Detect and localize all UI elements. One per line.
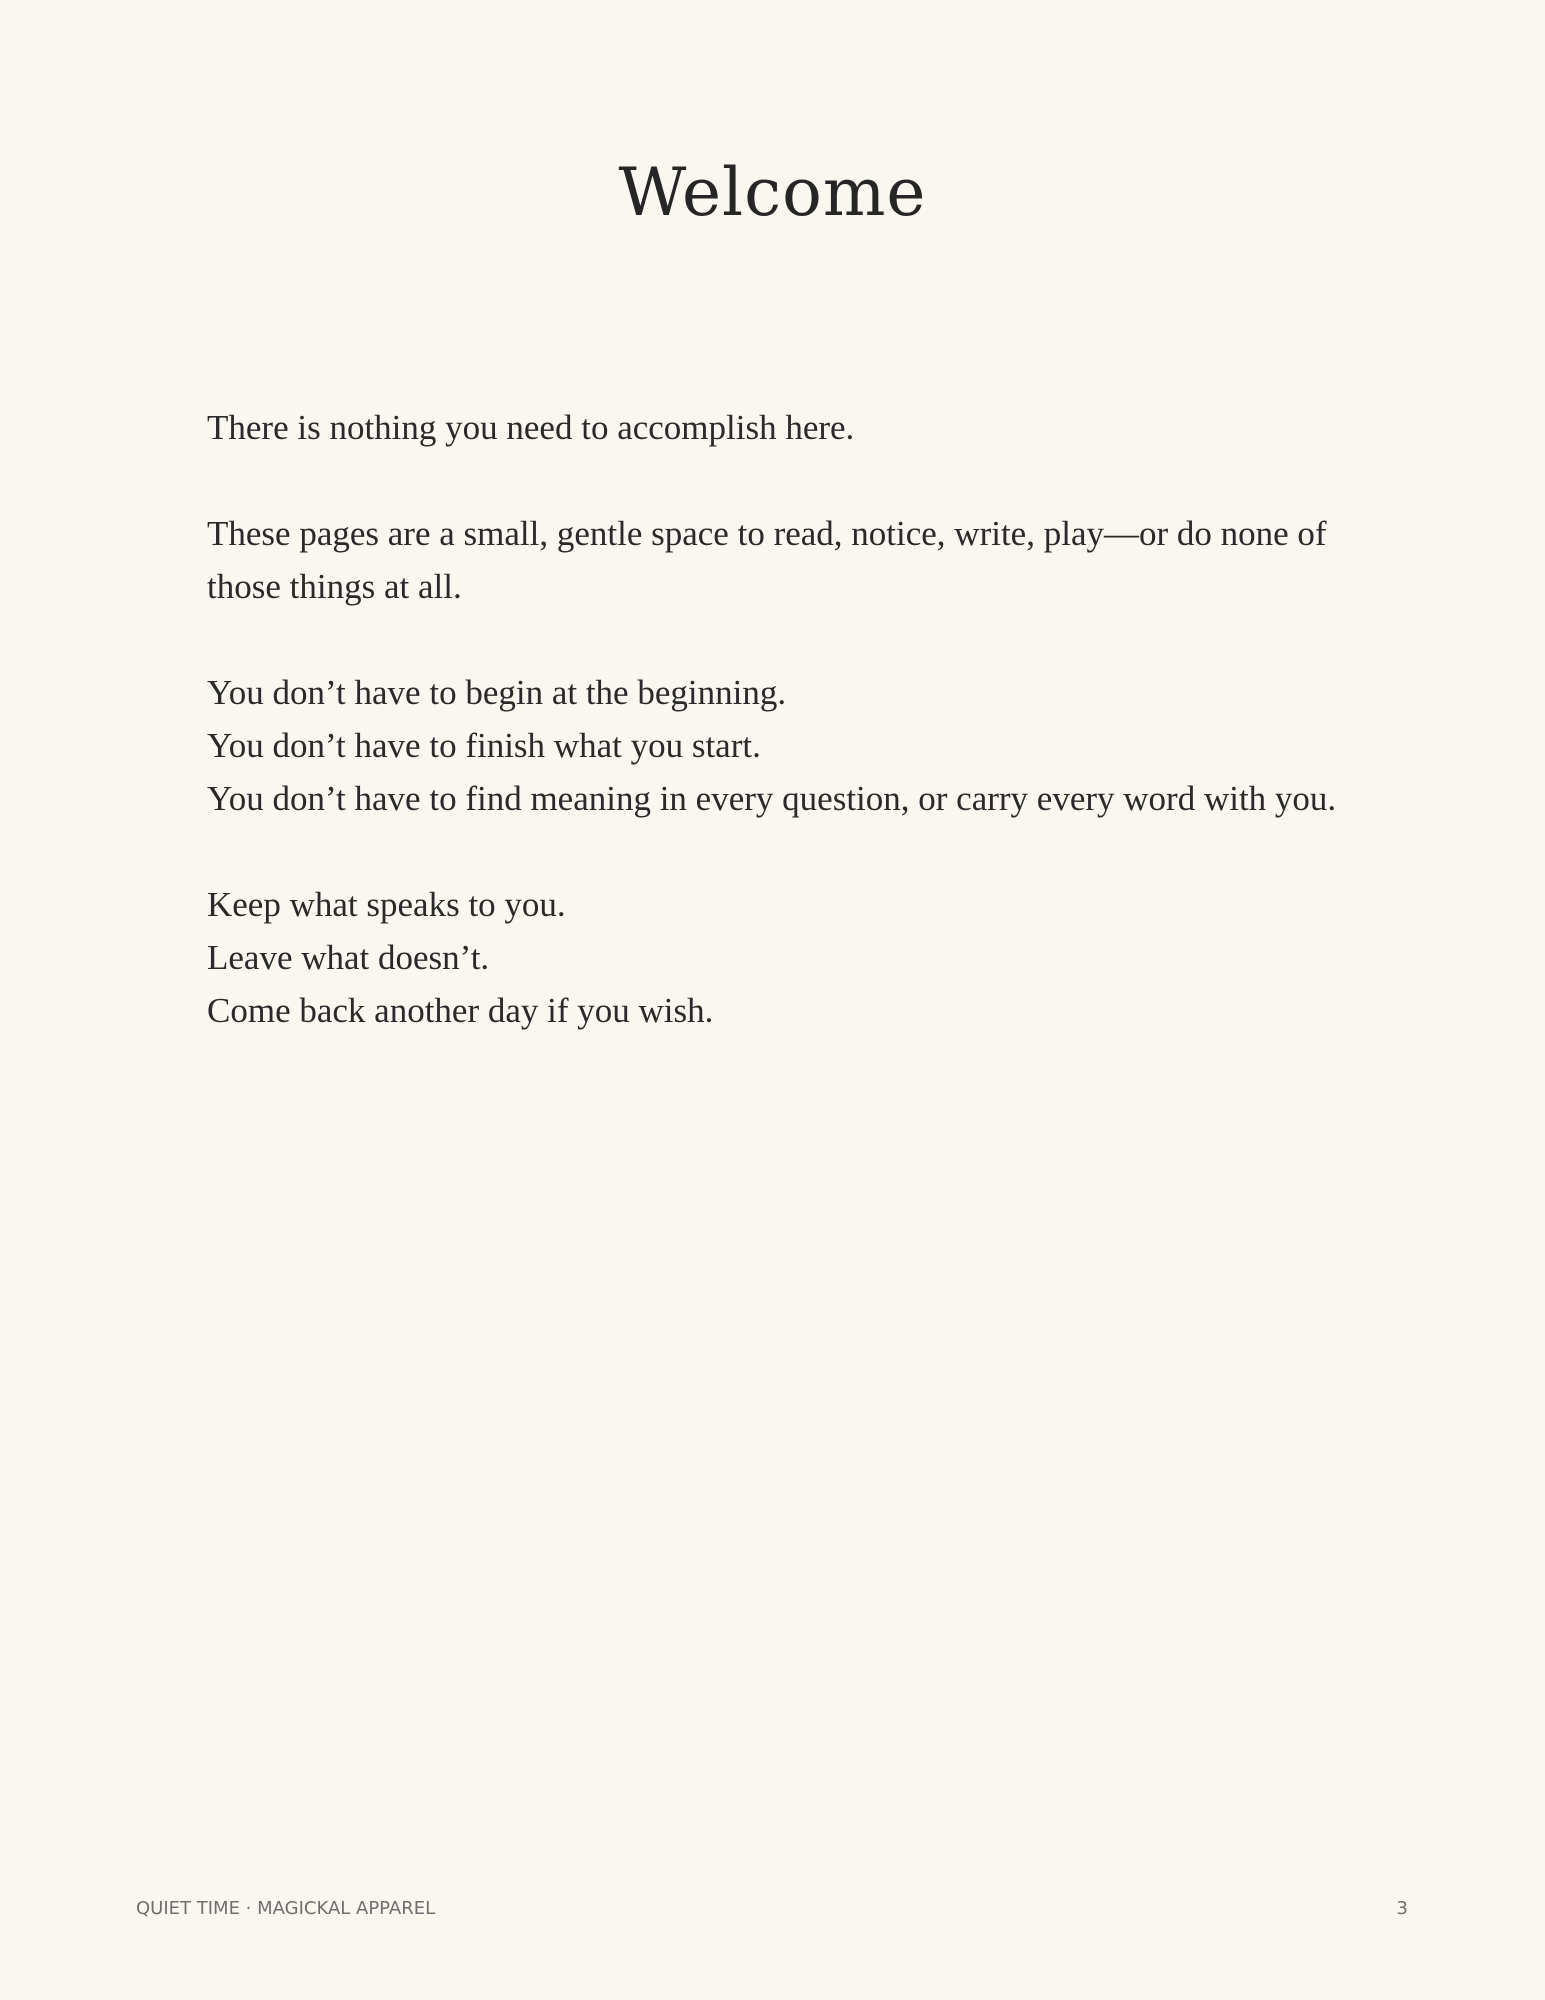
body-line: There is nothing you need to accomplish here. bbox=[207, 408, 855, 447]
page-footer bbox=[136, 1897, 1408, 1921]
stanza-intro bbox=[207, 401, 1337, 454]
stanza-closing bbox=[207, 878, 1337, 1037]
page-title: Welcome bbox=[618, 154, 927, 231]
body-line: You don’t have to begin at the beginning. bbox=[207, 673, 787, 712]
body-line: Keep what speaks to you. bbox=[207, 885, 566, 924]
stanza-description bbox=[207, 507, 1337, 613]
stanza-permissions bbox=[207, 666, 1337, 825]
body-text bbox=[207, 401, 1337, 1037]
footer-title: QUIET TIME · MAGICKAL APPAREL bbox=[136, 1898, 436, 1919]
body-line: Come back another day if you wish. bbox=[207, 991, 714, 1030]
body-line: You don’t have to find meaning in every question, or carry every word with you. bbox=[207, 779, 1337, 818]
body-line: Leave what doesn’t. bbox=[207, 938, 490, 977]
page-number: 3 bbox=[1396, 1898, 1408, 1919]
body-line: You don’t have to finish what you start. bbox=[207, 726, 761, 765]
body-line: These pages are a small, gentle space to read, notice, write, play—or do none of those things at all. bbox=[207, 514, 1327, 606]
